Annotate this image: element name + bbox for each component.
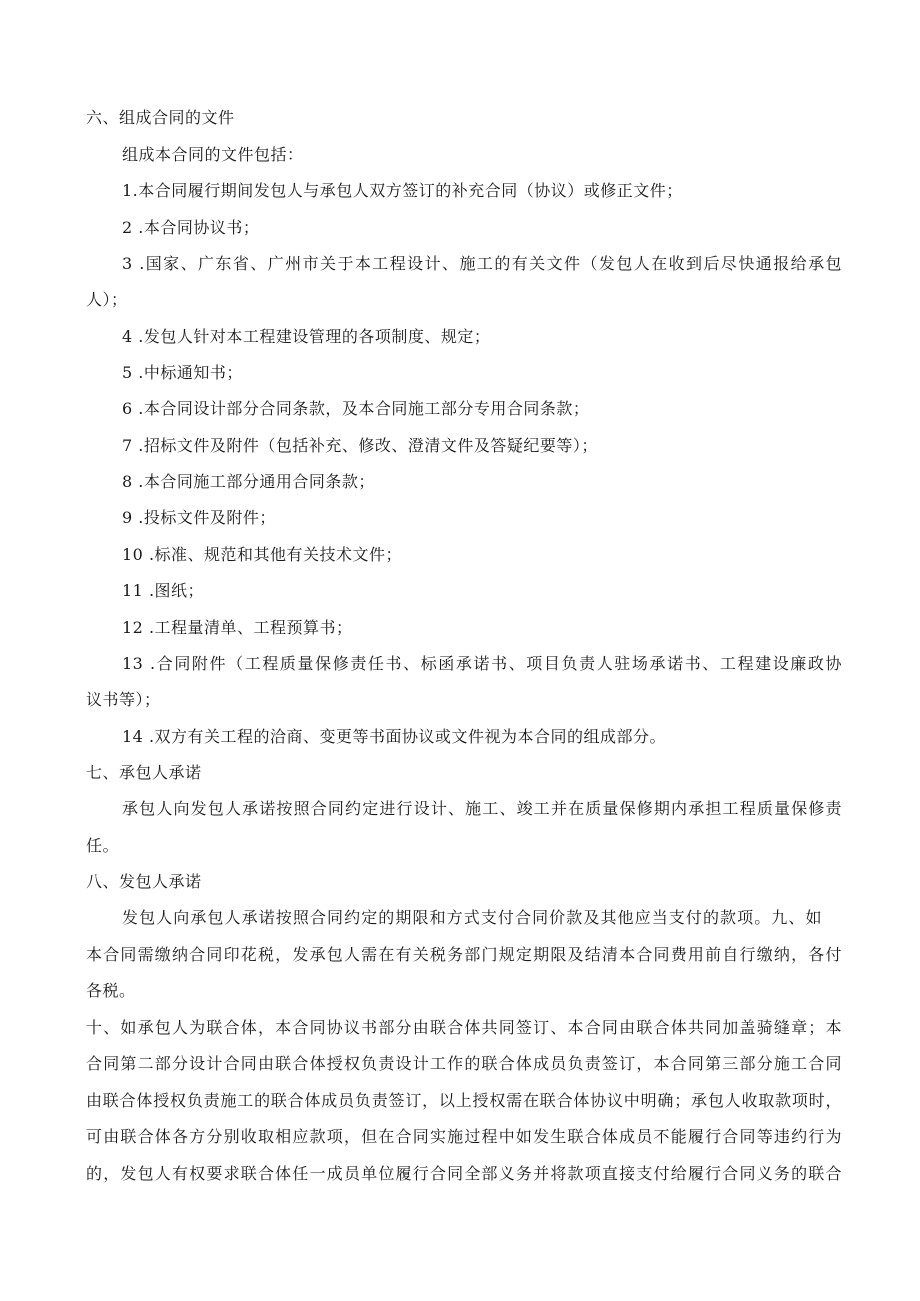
paragraph-line: 本合同需缴纳合同印花税，发承包人需在有关税务部门规定期限及结清本合同费用前自行缴纳，各付 [86, 945, 842, 964]
list-item: 6 .本合同设计部分合同条款，及本合同施工部分专用合同条款； [122, 399, 590, 418]
list-item: 9 .投标文件及附件； [122, 508, 276, 527]
list-item-continuation: 人）； [86, 290, 128, 309]
list-item: 3 .国家、广东省、广州市关于本工程设计、施工的有关文件（发包人在收到后尽快通报给承包 [122, 254, 842, 273]
paragraph-line: 承包人向发包人承诺按照合同约定进行设计、施工、竣工并在质量保修期内承担工程质量保修责 [122, 799, 842, 818]
list-item: 2 .本合同协议书； [122, 218, 260, 237]
section-6-heading: 六、组成合同的文件 [86, 108, 235, 127]
paragraph-line: 十、如承包人为联合体，本合同协议书部分由联合体共同签订、本合同由联合体共同加盖骑缝章；本 [86, 1018, 842, 1037]
section-8-heading: 八、发包人承诺 [86, 872, 202, 891]
list-item: 13 .合同附件（工程质量保修责任书、标函承诺书、项目负责人驻场承诺书、工程建设廉政协 [122, 654, 842, 673]
paragraph-line: 的，发包人有权要求联合体任一成员单位履行合同全部义务并将款项直接支付给履行合同义务的联合 [86, 1164, 842, 1183]
paragraph-line: 任。 [86, 836, 120, 855]
list-item: 7 .招标文件及附件（包括补充、修改、澄清文件及答疑纪要等）； [122, 436, 598, 455]
list-item-continuation: 议书等）； [86, 690, 161, 709]
paragraph-line: 可由联合体各方分别收取相应款项，但在合同实施过程中如发生联合体成员不能履行合同等违约行为 [86, 1127, 842, 1146]
list-item: 12 .工程量清单、工程预算书； [122, 618, 353, 637]
list-item: 8 .本合同施工部分通用合同条款； [122, 472, 375, 491]
paragraph-line: 各税。 [86, 981, 136, 1000]
list-item: 5 .中标通知书； [122, 363, 243, 382]
list-item: 1.本合同履行期间发包人与承包人双方签订的补充合同（协议）或修正文件； [122, 181, 683, 200]
list-item: 14 .双方有关工程的洽商、变更等书面协议或文件视为本合同的组成部分。 [122, 727, 667, 746]
paragraph-line: 发包人向承包人承诺按照合同约定的期限和方式支付合同价款及其他应当支付的款项。九、如 [122, 908, 822, 927]
section-7-heading: 七、承包人承诺 [86, 763, 202, 782]
list-item: 10 .标准、规范和其他有关技术文件； [122, 545, 403, 564]
paragraph-line: 合同第二部分设计合同由联合体授权负责设计工作的联合体成员负责签订，本合同第三部分施工合同 [86, 1054, 842, 1073]
section-6-intro: 组成本合同的文件包括： [122, 145, 304, 164]
list-item: 11 .图纸； [122, 581, 205, 600]
list-item: 4 .发包人针对本工程建设管理的各项制度、规定； [122, 327, 491, 346]
paragraph-line: 由联合体授权负责施工的联合体成员负责签订，以上授权需在联合体协议中明确；承包人收取款项时， [86, 1091, 842, 1110]
